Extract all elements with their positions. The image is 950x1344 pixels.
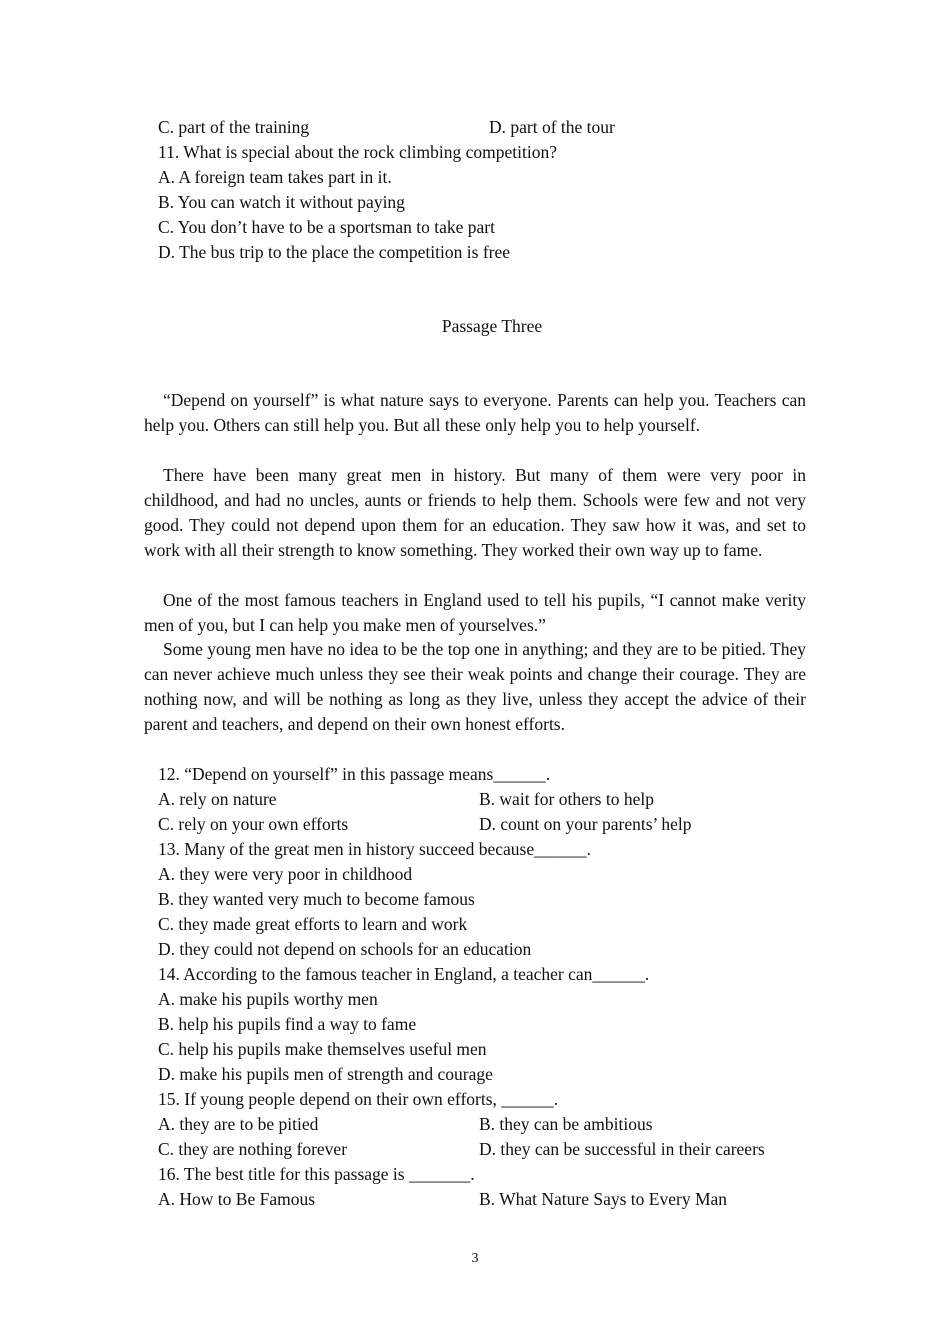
q14-option-a: A. make his pupils worthy men	[158, 989, 378, 1009]
q14-stem: 14. According to the famous teacher in England, a teacher can______.	[158, 964, 650, 984]
q16-option-b: B. What Nature Says to Every Man	[479, 1189, 728, 1209]
q13-option-d: D. they could not depend on schools for an education	[158, 939, 532, 959]
q13-stem: 13. Many of the great men in history succeed because______.	[158, 839, 591, 859]
q10-option-d: D. part of the tour	[489, 117, 615, 137]
q13-option-a: A. they were very poor in childhood	[158, 864, 413, 884]
q14-option-c: C. help his pupils make themselves useful men	[158, 1039, 487, 1059]
q14-option-d: D. make his pupils men of strength and courage	[158, 1064, 493, 1084]
q13-option-b: B. they wanted very much to become famous	[158, 889, 475, 909]
q16-option-a: A. How to Be Famous	[158, 1189, 316, 1209]
q11-stem: 11. What is special about the rock climbing competition?	[158, 142, 557, 162]
q11-option-c: C. You don’t have to be a sportsman to take part	[158, 217, 495, 237]
q15-stem: 15. If young people depend on their own efforts, ______.	[158, 1089, 559, 1109]
q11-option-a: A. A foreign team takes part in it.	[158, 167, 392, 187]
q11-option-d: D. The bus trip to the place the competition is free	[158, 242, 511, 262]
q15-option-b: B. they can be ambitious	[479, 1114, 653, 1134]
q13-option-c: C. they made great efforts to learn and work	[158, 914, 468, 934]
q15-option-c: C. they are nothing forever	[158, 1139, 348, 1159]
q12-option-c: C. rely on your own efforts	[158, 814, 349, 834]
paragraph-3: One of the most famous teachers in England used to tell his pupils, “I cannot make verity men of you, but I can help you make men of yourselves.”	[144, 590, 806, 635]
q15-option-d: D. they can be successful in their careers	[479, 1139, 765, 1159]
q15-option-a: A. they are to be pitied	[158, 1114, 319, 1134]
q12-option-d: D. count on your parents’ help	[479, 814, 692, 834]
q12-option-b: B. wait for others to help	[479, 789, 654, 809]
q16-stem: 16. The best title for this passage is _______.	[158, 1164, 475, 1184]
q14-option-b: B. help his pupils find a way to fame	[158, 1014, 417, 1034]
q12-stem: 12. “Depend on yourself” in this passage means______.	[158, 764, 551, 784]
paragraph-2: There have been many great men in history. But many of them were very poor in childhood, and had no uncles, aunts or friends to help them. Schools were few and not very good. They could not depend upon them for an education. They saw how it was, and set to work with all their strength to know something. They worked their own way up to fame.	[144, 465, 806, 560]
q12-option-a: A. rely on nature	[158, 789, 277, 809]
q10-option-c: C. part of the training	[158, 117, 310, 137]
passage-title: Passage Three	[441, 316, 543, 336]
page-number: 3	[471, 1251, 479, 1266]
paragraph-4: Some young men have no idea to be the top one in anything; and they are to be pitied. They can never achieve much unless they see their weak points and change their courage. They are nothing now, and will be nothing as long as they live, unless they accept the advice of their parent and teachers, and depend on their own honest efforts.	[144, 639, 806, 734]
q11-option-b: B. You can watch it without paying	[158, 192, 405, 212]
paragraph-1: “Depend on yourself” is what nature says to everyone. Parents can help you. Teachers can help you. Others can still help you. But all these only help you to help yourself.	[144, 390, 806, 435]
